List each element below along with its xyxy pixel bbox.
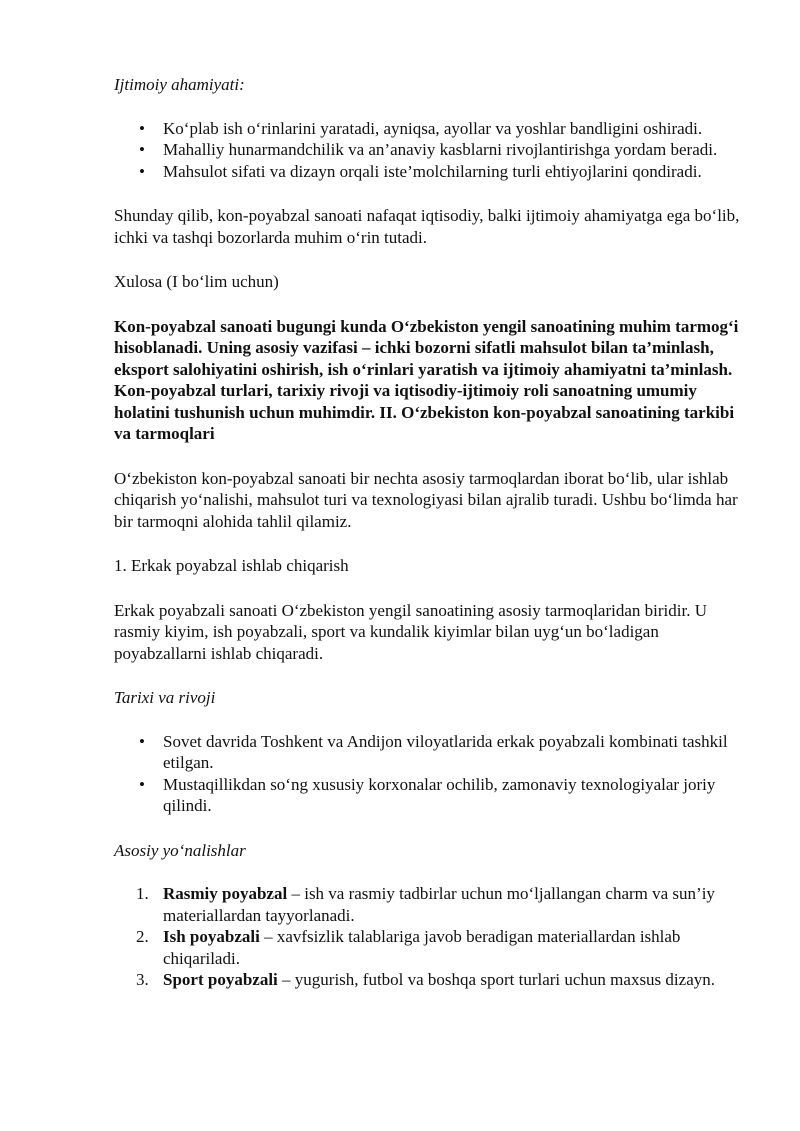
section-heading-social-importance: Ijtimoiy ahamiyati: [114, 75, 245, 94]
bullet-icon: • [139, 161, 145, 181]
list-item: • Ko‘plab ish o‘rinlarini yaratadi, ayniqsa, ayollar va yoshlar bandligini oshiradi. [139, 118, 703, 138]
subsection-title-mens-footwear: 1. Erkak poyabzal ishlab chiqarish [114, 556, 349, 575]
list-item [114, 883, 740, 926]
bullet-icon: • [139, 118, 145, 138]
list-desc: – ish va rasmiy tadbirlar uchun mo‘ljallangan charm va sun’iy materiallardan tayyorlanadi. [163, 884, 715, 925]
main-directions-list [114, 883, 740, 991]
history-list [114, 731, 740, 817]
paragraph-structure-intro: O‘zbekiston kon-poyabzal sanoati bir nechta asosiy tarmoqlardan iborat bo‘lib, ular ishlab chiqarish yo‘nalishi, mahsulot turi va texnologiyasi bilan ajralib turadi. Ushbu bo‘limda har bir tarmoqni alohida tahlil qilamiz. [114, 468, 738, 531]
list-desc: – xavfsizlik talablariga javob beradigan materiallardan ishlab chiqariladi. [163, 927, 681, 968]
paragraph-summary-label: Xulosa (I bo‘lim uchun) [114, 272, 279, 291]
list-term: Sport poyabzali [163, 970, 278, 989]
bullet-icon: • [139, 731, 145, 751]
bullet-icon: • [139, 774, 145, 794]
list-item: • Mustaqillikdan so‘ng xususiy korxonalar ochilib, zamonaviy texnologiyalar joriy qilindi. [139, 774, 716, 815]
list-item: • Sovet davrida Toshkent va Andijon viloyatlarida erkak poyabzali kombinati tashkil etilgan. [139, 731, 728, 772]
list-desc: – yugurish, futbol va boshqa sport turlari uchun maxsus dizayn. [277, 970, 715, 989]
list-number: 2. [136, 927, 149, 946]
document-page [114, 74, 740, 991]
list-term: Rasmiy poyabzal [163, 884, 288, 903]
list-number: 1. [136, 884, 149, 903]
list-item [114, 969, 740, 991]
list-item: • Mahalliy hunarmandchilik va an’anaviy kasblarni rivojlantirishga yordam beradi. [139, 140, 718, 159]
paragraph-mens-footwear: Erkak poyabzali sanoati O‘zbekiston yengil sanoatining asosiy tarmoqlaridan biridir. U rasmiy kiyim, ish poyabzali, sport va kundalik kiyimlar bilan uyg‘un bo‘ladigan poyabzallarni ishlab chiqaradi. [114, 600, 707, 663]
list-term: Ish poyabzali [163, 927, 260, 946]
section-heading-main-directions: Asosiy yo‘nalishlar [114, 840, 246, 860]
bullet-icon: • [139, 140, 145, 159]
list-number: 3. [136, 970, 149, 989]
list-item [114, 926, 740, 969]
section-heading-history: Tarixi va rivoji [114, 688, 216, 707]
paragraph-conclusion-intro: Shunday qilib, kon-poyabzal sanoati nafaqat iqtisodiy, balki ijtimoiy ahamiyatga ega bo‘lib, ichki va tashqi bozorlarda muhim o‘rin tutadi. [114, 206, 740, 247]
social-importance-list [114, 118, 740, 183]
list-item: • Mahsulot sifati va dizayn orqali iste’molchilarning turli ehtiyojlarini qondiradi. [139, 161, 702, 181]
paragraph-summary-bold: Kon-poyabzal sanoati bugungi kunda O‘zbekiston yengil sanoatining muhim tarmog‘i hisoblanadi. Uning asosiy vazifasi – ichki bozorni sifatli mahsulot bilan ta’minlash, eksport salohiyatini oshirish, ish o‘rinlari yaratish va ijtimoiy ahamiyatni ta’minlash. Kon-poyabzal turlari, tarixiy rivoji va iqtisodiy-ijtimoiy roli sanoatning umumiy holatini tushunish uchun muhimdir. II. O‘zbekiston kon-poyabzal sanoatining tarkibi va tarmoqlari [114, 316, 739, 443]
